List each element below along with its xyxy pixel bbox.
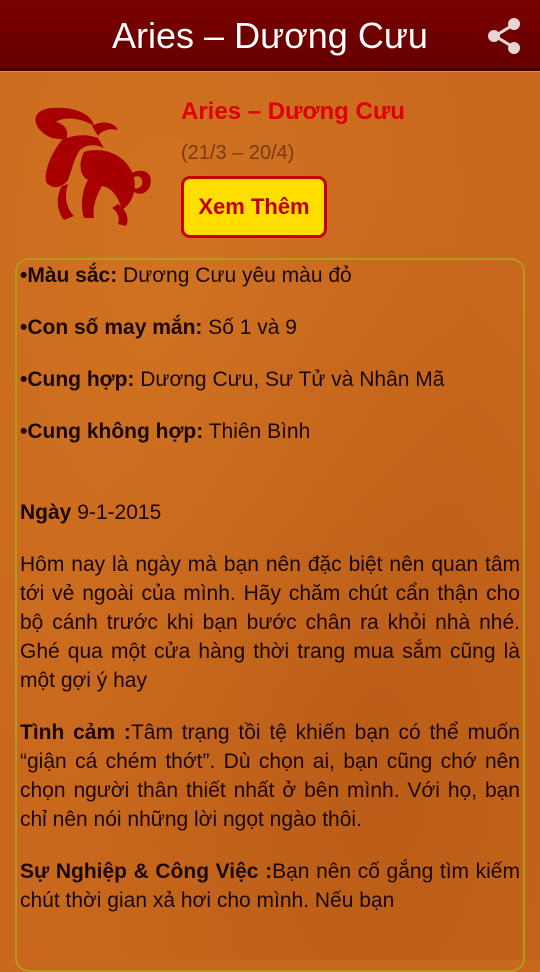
fact-label: •Cung hợp: (20, 368, 135, 391)
love-text: Tâm trạng tồi tệ khiến bạn có thể muốn “giận cá chém thớt”. Dù chọn ai, bạn cũng chớ nên chọn người thân thiết nhất ở bên mình. Với họ, bạn chỉ nên nói những lời ngọt ngào thôi. (20, 721, 520, 831)
fact-value: Dương Cưu, Sư Tử và Nhân Mã (134, 368, 445, 391)
aries-ram-logo (22, 100, 156, 230)
daily-love (20, 718, 520, 834)
career-label: Sự Nghiệp & Công Việc : (20, 860, 273, 883)
see-more-button[interactable]: Xem Thêm (181, 176, 327, 238)
daily-date (20, 498, 520, 527)
app-header (0, 0, 540, 71)
date-label: Ngày (20, 501, 72, 524)
content-area (0, 72, 540, 960)
fact-value: Dương Cưu yêu màu đỏ (117, 264, 352, 287)
share-icon[interactable] (484, 16, 524, 56)
page-title: Aries – Dương Cưu (112, 15, 428, 56)
horoscope-text (20, 261, 520, 938)
fact-match (20, 365, 520, 394)
fact-color (20, 261, 520, 290)
sign-dates: (21/3 – 20/4) (181, 142, 295, 164)
fact-label: •Cung không hợp: (20, 420, 204, 443)
sign-name: Aries – Dương Cưu (181, 98, 405, 125)
career-text: Bạn nên cố gắng tìm kiếm chút thời gian xả hơi cho mình. Nếu bạn (20, 860, 520, 912)
fact-value: Thiên Bình (203, 420, 311, 443)
fact-label: •Con số may mắn: (20, 316, 203, 339)
fact-number (20, 313, 520, 342)
love-label: Tình cảm : (20, 721, 131, 744)
fact-value: Số 1 và 9 (202, 316, 297, 339)
daily-intro: Hôm nay là ngày mà bạn nên đặc biệt nên quan tâm tới vẻ ngoài của mình. Hãy chăm chút cẩn thận cho bộ cánh trước khi bạn bước chân ra khỏi nhà nhé. Ghé qua một cửa hàng thời trang mua sắm cũng là một gợi ý hay (20, 553, 520, 692)
fact-nomatch (20, 417, 520, 446)
daily-career (20, 857, 520, 915)
date-value: 9-1-2015 (71, 501, 162, 524)
fact-label: •Màu sắc: (20, 264, 118, 287)
